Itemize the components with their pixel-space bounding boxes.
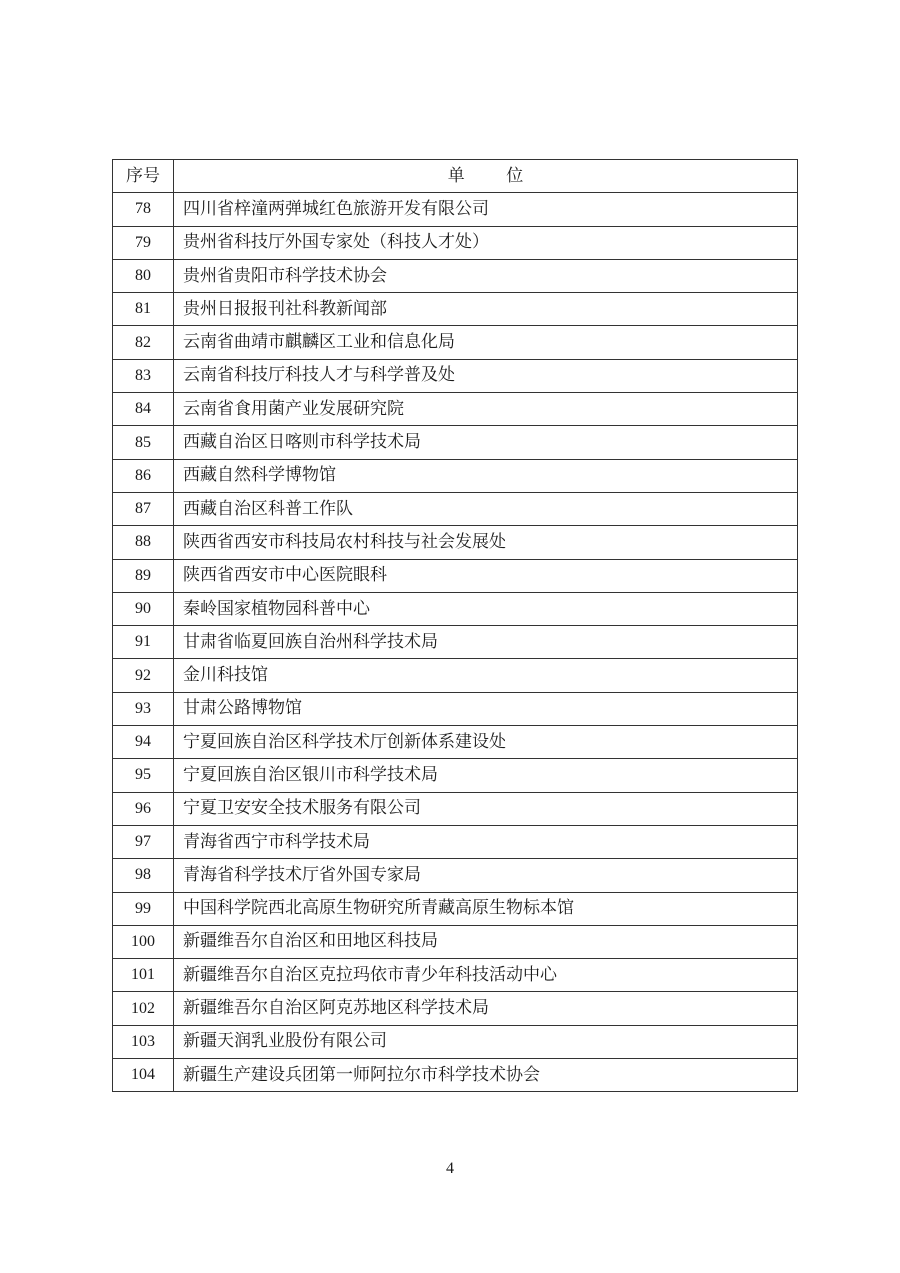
row-number: 99	[113, 892, 174, 925]
row-unit-name: 新疆天润乳业股份有限公司	[174, 1025, 798, 1058]
table-row	[113, 792, 798, 825]
table-row	[113, 626, 798, 659]
row-number: 93	[113, 692, 174, 725]
table-row	[113, 925, 798, 958]
row-number: 78	[113, 193, 174, 226]
row-unit-name: 西藏自治区日喀则市科学技术局	[174, 426, 798, 459]
row-number: 97	[113, 825, 174, 858]
row-unit-name: 青海省科学技术厅省外国专家局	[174, 859, 798, 892]
table-row	[113, 959, 798, 992]
row-number: 86	[113, 459, 174, 492]
row-unit-name: 秦岭国家植物园科普中心	[174, 592, 798, 625]
table-row	[113, 759, 798, 792]
row-unit-name: 贵州省贵阳市科学技术协会	[174, 259, 798, 292]
row-number: 89	[113, 559, 174, 592]
row-unit-name: 云南省科技厅科技人才与科学普及处	[174, 359, 798, 392]
row-unit-name: 陕西省西安市科技局农村科技与社会发展处	[174, 526, 798, 559]
row-number: 94	[113, 726, 174, 759]
header-number: 序号	[113, 160, 174, 193]
row-number: 90	[113, 592, 174, 625]
table-row	[113, 825, 798, 858]
row-unit-name: 甘肃省临夏回族自治州科学技术局	[174, 626, 798, 659]
row-number: 81	[113, 293, 174, 326]
row-unit-name: 贵州日报报刊社科教新闻部	[174, 293, 798, 326]
table-row	[113, 293, 798, 326]
row-number: 104	[113, 1059, 174, 1092]
table-row	[113, 359, 798, 392]
row-number: 103	[113, 1025, 174, 1058]
row-unit-name: 陕西省西安市中心医院眼科	[174, 559, 798, 592]
row-number: 91	[113, 626, 174, 659]
row-number: 102	[113, 992, 174, 1025]
table-row	[113, 692, 798, 725]
row-number: 80	[113, 259, 174, 292]
table-row	[113, 193, 798, 226]
row-number: 87	[113, 492, 174, 525]
row-unit-name: 云南省食用菌产业发展研究院	[174, 393, 798, 426]
row-unit-name: 四川省梓潼两弹城红色旅游开发有限公司	[174, 193, 798, 226]
row-number: 79	[113, 226, 174, 259]
row-number: 98	[113, 859, 174, 892]
table-row	[113, 226, 798, 259]
row-unit-name: 西藏自治区科普工作队	[174, 492, 798, 525]
row-number: 96	[113, 792, 174, 825]
row-unit-name: 新疆维吾尔自治区和田地区科技局	[174, 925, 798, 958]
table-row	[113, 892, 798, 925]
row-unit-name: 甘肃公路博物馆	[174, 692, 798, 725]
page-number: 4	[446, 1160, 454, 1177]
row-number: 100	[113, 925, 174, 958]
unit-list-table	[112, 159, 798, 1092]
row-number: 88	[113, 526, 174, 559]
row-unit-name: 新疆维吾尔自治区克拉玛依市青少年科技活动中心	[174, 959, 798, 992]
table-row	[113, 393, 798, 426]
table-row	[113, 559, 798, 592]
row-number: 85	[113, 426, 174, 459]
row-number: 92	[113, 659, 174, 692]
table-row	[113, 326, 798, 359]
row-unit-name: 西藏自然科学博物馆	[174, 459, 798, 492]
row-unit-name: 宁夏回族自治区银川市科学技术局	[174, 759, 798, 792]
table-row	[113, 992, 798, 1025]
row-unit-name: 宁夏卫安安全技术服务有限公司	[174, 792, 798, 825]
table-row	[113, 459, 798, 492]
header-unit: 单 位	[174, 160, 798, 193]
table-row	[113, 726, 798, 759]
row-unit-name: 新疆生产建设兵团第一师阿拉尔市科学技术协会	[174, 1059, 798, 1092]
table-header-row	[113, 160, 798, 193]
table-row	[113, 859, 798, 892]
table-row	[113, 492, 798, 525]
row-unit-name: 云南省曲靖市麒麟区工业和信息化局	[174, 326, 798, 359]
row-unit-name: 青海省西宁市科学技术局	[174, 825, 798, 858]
row-number: 101	[113, 959, 174, 992]
row-unit-name: 宁夏回族自治区科学技术厅创新体系建设处	[174, 726, 798, 759]
table-row	[113, 659, 798, 692]
row-unit-name: 贵州省科技厅外国专家处（科技人才处）	[174, 226, 798, 259]
row-unit-name: 金川科技馆	[174, 659, 798, 692]
table-row	[113, 259, 798, 292]
row-number: 82	[113, 326, 174, 359]
table-row	[113, 1025, 798, 1058]
row-number: 84	[113, 393, 174, 426]
row-unit-name: 新疆维吾尔自治区阿克苏地区科学技术局	[174, 992, 798, 1025]
row-number: 83	[113, 359, 174, 392]
table-row	[113, 426, 798, 459]
table-row	[113, 526, 798, 559]
row-unit-name: 中国科学院西北高原生物研究所青藏高原生物标本馆	[174, 892, 798, 925]
row-number: 95	[113, 759, 174, 792]
table-row	[113, 592, 798, 625]
table-row	[113, 1059, 798, 1092]
table-body	[113, 193, 798, 1092]
